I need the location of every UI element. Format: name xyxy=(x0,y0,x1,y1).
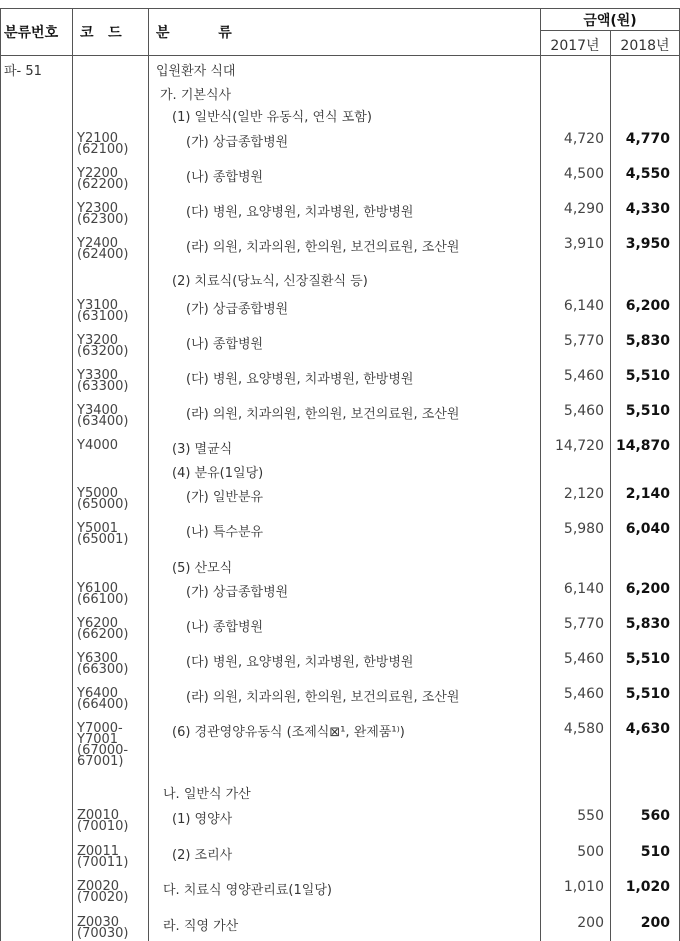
grid-line xyxy=(72,8,73,941)
row-label: (라) 의원, 치과의원, 한의원, 보건의료원, 조산원 xyxy=(186,407,460,422)
row-code: Y3100 (63100) xyxy=(77,298,129,324)
amount-2017: 5,770 xyxy=(563,616,604,632)
row-label: (라) 의원, 치과의원, 한의원, 보건의료원, 조산원 xyxy=(186,690,460,705)
row-code: Z0030 (70030) xyxy=(77,915,129,941)
amount-2017: 2,120 xyxy=(563,486,604,502)
amount-2018: 4,630 xyxy=(625,721,670,737)
row-code: Z0020 (70020) xyxy=(77,879,129,905)
amount-2018: 6,040 xyxy=(625,521,670,537)
amount-2018: 5,510 xyxy=(625,368,670,384)
classification-no: 파- 51 xyxy=(4,64,42,79)
amount-2017: 4,580 xyxy=(563,721,604,737)
amount-2017: 5,460 xyxy=(563,403,604,419)
row-code: Y6100 (66100) xyxy=(77,581,129,607)
grid-line xyxy=(540,30,680,31)
row-label: (나) 종합병원 xyxy=(186,620,264,635)
amount-2017: 5,460 xyxy=(563,368,604,384)
amount-2018: 5,510 xyxy=(625,686,670,702)
row-label: (다) 병원, 요양병원, 치과병원, 한방병원 xyxy=(186,205,414,220)
row-code: Y5000 (65000) xyxy=(77,486,129,512)
row-code: Y2400 (62400) xyxy=(77,236,129,262)
row-code: Y2200 (62200) xyxy=(77,166,129,192)
row-label: (라) 의원, 치과의원, 한의원, 보건의료원, 조산원 xyxy=(186,240,460,255)
amount-2017: 5,460 xyxy=(563,686,604,702)
amount-2018: 5,510 xyxy=(625,651,670,667)
row-label: (5) 산모식 xyxy=(172,561,233,576)
amount-2018: 4,330 xyxy=(625,201,670,217)
row-label: (3) 멸균식 xyxy=(172,442,233,457)
row-code: Y6400 (66400) xyxy=(77,686,129,712)
row-label: 다. 치료식 영양관리료(1일당) xyxy=(163,883,332,898)
amount-2018: 560 xyxy=(640,808,670,824)
row-code: Y3200 (63200) xyxy=(77,333,129,359)
row-code: Y7000- Y7001 (67000- 67001) xyxy=(77,721,129,769)
header-class-no: 분류번호 xyxy=(4,25,59,41)
row-code: Z0010 (70010) xyxy=(77,808,129,834)
row-label: (가) 상급종합병원 xyxy=(186,302,289,317)
amount-2017: 1,010 xyxy=(563,879,604,895)
amount-2018: 4,770 xyxy=(625,131,670,147)
header-category: 분 류 xyxy=(156,25,232,41)
row-label: (다) 병원, 요양병원, 치과병원, 한방병원 xyxy=(186,372,414,387)
row-label: (4) 분유(1일당) xyxy=(172,466,264,481)
row-label: (다) 병원, 요양병원, 치과병원, 한방병원 xyxy=(186,655,414,670)
amount-2018: 14,870 xyxy=(615,438,670,454)
amount-2017: 14,720 xyxy=(555,438,604,454)
row-label: (1) 영양사 xyxy=(172,812,233,827)
row-label: (나) 종합병원 xyxy=(186,337,264,352)
row-code: Y6200 (66200) xyxy=(77,616,129,642)
amount-2018: 5,510 xyxy=(625,403,670,419)
amount-2018: 200 xyxy=(640,915,670,931)
amount-2018: 5,830 xyxy=(625,333,670,349)
amount-2018: 5,830 xyxy=(625,616,670,632)
amount-2018: 1,020 xyxy=(625,879,670,895)
row-code: Z0011 (70011) xyxy=(77,844,129,870)
amount-2018: 510 xyxy=(640,844,670,860)
grid-line xyxy=(148,8,149,941)
amount-2017: 5,770 xyxy=(563,333,604,349)
row-label: (1) 일반식(일반 유동식, 연식 포함) xyxy=(172,110,372,125)
row-label: (나) 종합병원 xyxy=(186,170,264,185)
row-code: Y2100 (62100) xyxy=(77,131,129,157)
header-code: 코 드 xyxy=(80,25,122,41)
header-amount: 금액(원) xyxy=(583,13,637,29)
amount-2018: 4,550 xyxy=(625,166,670,182)
amount-2017: 5,460 xyxy=(563,651,604,667)
amount-2017: 4,500 xyxy=(563,166,604,182)
row-label: (2) 치료식(당뇨식, 신장질환식 등) xyxy=(172,274,368,289)
row-label: 나. 일반식 가산 xyxy=(163,787,251,802)
amount-2017: 500 xyxy=(577,844,604,860)
row-label: (가) 일반분유 xyxy=(186,490,264,505)
row-label: (가) 상급종합병원 xyxy=(186,585,289,600)
grid-line xyxy=(0,8,1,941)
row-label: (가) 상급종합병원 xyxy=(186,135,289,150)
amount-2017: 550 xyxy=(577,808,604,824)
amount-2018: 3,950 xyxy=(625,236,670,252)
grid-line xyxy=(0,8,680,9)
row-code: Y3400 (63400) xyxy=(77,403,129,429)
header-2018: 2018년 xyxy=(620,38,670,54)
row-label: (2) 조리사 xyxy=(172,848,233,863)
row-label: 가. 기본식사 xyxy=(160,88,232,103)
grid-line xyxy=(0,55,680,56)
amount-2018: 6,200 xyxy=(625,298,670,314)
amount-2018: 2,140 xyxy=(625,486,670,502)
row-code: Y2300 (62300) xyxy=(77,201,129,227)
amount-2017: 4,720 xyxy=(563,131,604,147)
amount-2018: 6,200 xyxy=(625,581,670,597)
header-2017: 2017년 xyxy=(550,38,600,54)
amount-2017: 5,980 xyxy=(563,521,604,537)
row-label: (6) 경관영양유동식 (조제식⊠¹, 완제품¹⁾) xyxy=(172,725,405,740)
row-code: Y6300 (66300) xyxy=(77,651,129,677)
row-label: 라. 직영 가산 xyxy=(163,919,239,934)
amount-2017: 200 xyxy=(577,915,604,931)
row-code: Y4000 xyxy=(77,438,119,453)
row-label: (나) 특수분유 xyxy=(186,525,264,540)
row-code: Y5001 (65001) xyxy=(77,521,129,547)
amount-2017: 6,140 xyxy=(563,298,604,314)
grid-line xyxy=(540,8,541,941)
amount-2017: 4,290 xyxy=(563,201,604,217)
row-code: Y3300 (63300) xyxy=(77,368,129,394)
amount-2017: 3,910 xyxy=(563,236,604,252)
row-label: 입원환자 식대 xyxy=(156,64,236,79)
amount-2017: 6,140 xyxy=(563,581,604,597)
